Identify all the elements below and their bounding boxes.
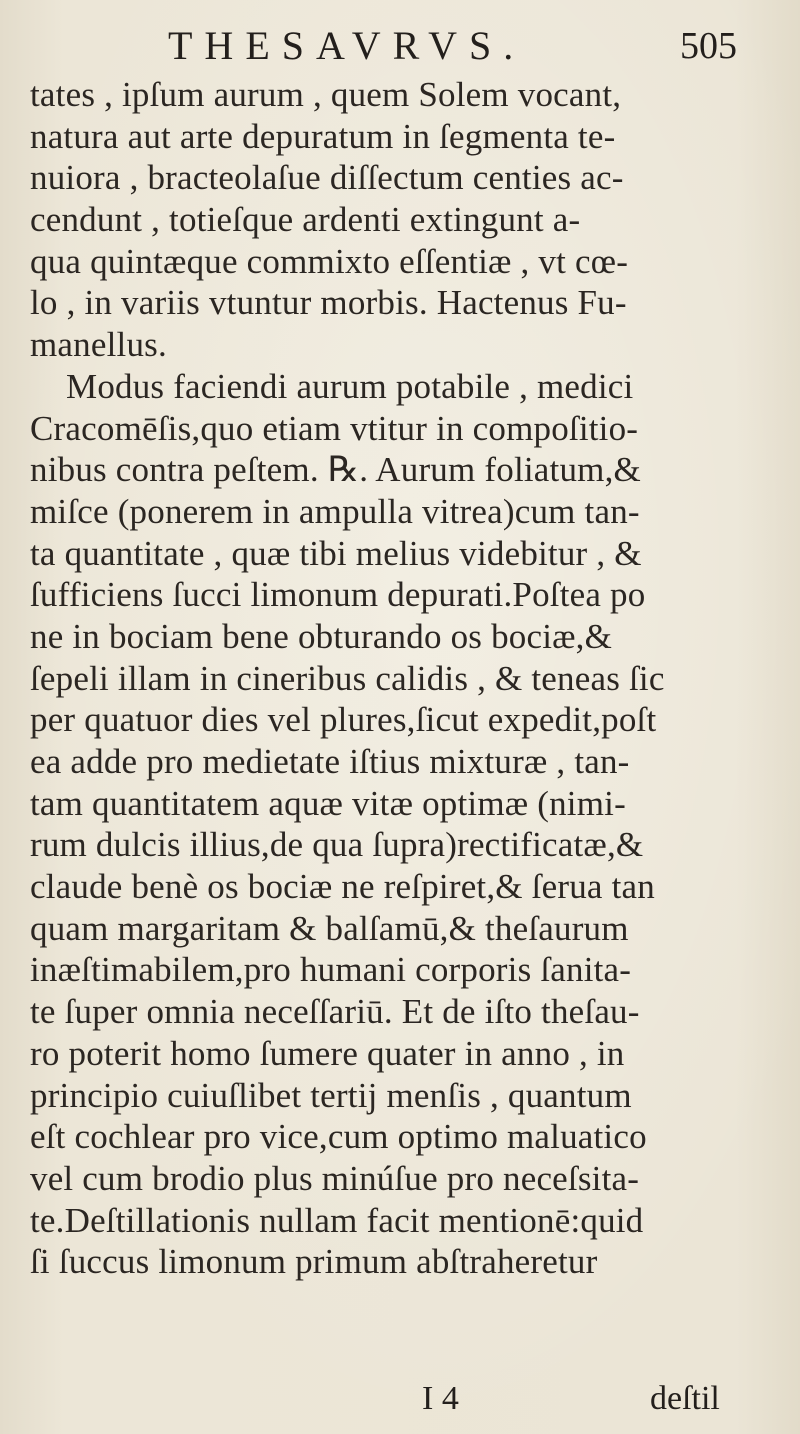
text-line: miſce (ponerem in ampulla vitrea)cum tan- [30, 491, 640, 531]
text-line: tam quantitatem aquæ vitæ optimæ (nimi- [30, 783, 626, 823]
text-line: quam margaritam & balſamū,& theſaurum [30, 908, 629, 948]
text-line: nibus contra peſtem. ℞. Aurum foliatum,& [30, 450, 641, 490]
text-line: tates , ipſum aurum , quem Solem vocant, [30, 75, 622, 114]
text-line: ro poterit homo ſumere quater in anno , in [30, 1033, 625, 1073]
body-text [30, 74, 790, 1283]
page-header [0, 18, 800, 70]
signature-mark: I 4 [422, 1380, 459, 1417]
text-line: natura aut arte depuratum in ſegmenta te- [30, 116, 616, 156]
text-line: ſi ſuccus limonum primum abſtraheretur [30, 1242, 598, 1282]
running-title: THESAVRVS. [168, 23, 526, 68]
text-line: rum dulcis illius,de qua ſupra)rectificatæ,& [30, 825, 644, 865]
text-line: manellus. [30, 325, 167, 365]
text-line: inæſtimabilem,pro humani corporis ſanita- [30, 950, 632, 990]
text-line: claude benè os bociæ ne reſpiret,& ſerua tan [30, 867, 655, 907]
text-line: eſt cochlear pro vice,cum optimo maluatico [30, 1117, 647, 1157]
page-number: 505 [680, 25, 737, 67]
page-footer [0, 1380, 800, 1424]
text-line: ea adde pro medietate iſtius mixturæ , tan- [30, 742, 630, 781]
text-line: te.Deſtillationis nullam facit mentionē:quid [30, 1200, 644, 1240]
text-line: ne in bociam bene obturando os bociæ,& [30, 616, 613, 656]
text-line: te ſuper omnia neceſſariū. Et de iſto theſau- [30, 992, 640, 1032]
paragraph-start-line: Modus faciendi aurum potabile , medici [66, 366, 634, 406]
text-line: principio cuiuſlibet tertij menſis , quantum [30, 1075, 632, 1115]
text-line: vel cum brodio plus minúſue pro neceſsita- [30, 1158, 640, 1198]
text-line: lo , in variis vtuntur morbis. Hactenus Fu- [30, 283, 627, 323]
text-line: per quatuor dies vel plures,ſicut expedit,poſt [30, 700, 657, 740]
text-line: cendunt , totieſque ardenti extingunt a- [30, 200, 581, 240]
text-line: nuiora , bracteolaſue diſſectum centies ac- [30, 158, 624, 198]
text-line: qua quintæque commixto eſſentiæ , vt cœ- [30, 241, 629, 281]
text-line: ta quantitate , quæ tibi melius videbitur , & [30, 533, 642, 573]
text-line: ſufficiens ſucci limonum depurati.Poſtea po [30, 575, 646, 615]
catchword: deſtil [650, 1380, 720, 1417]
text-line: Cracomēſis,quo etiam vtitur in compoſitio- [30, 408, 639, 448]
text-line: ſepeli illam in cineribus calidis , & teneas ſic [30, 658, 665, 698]
